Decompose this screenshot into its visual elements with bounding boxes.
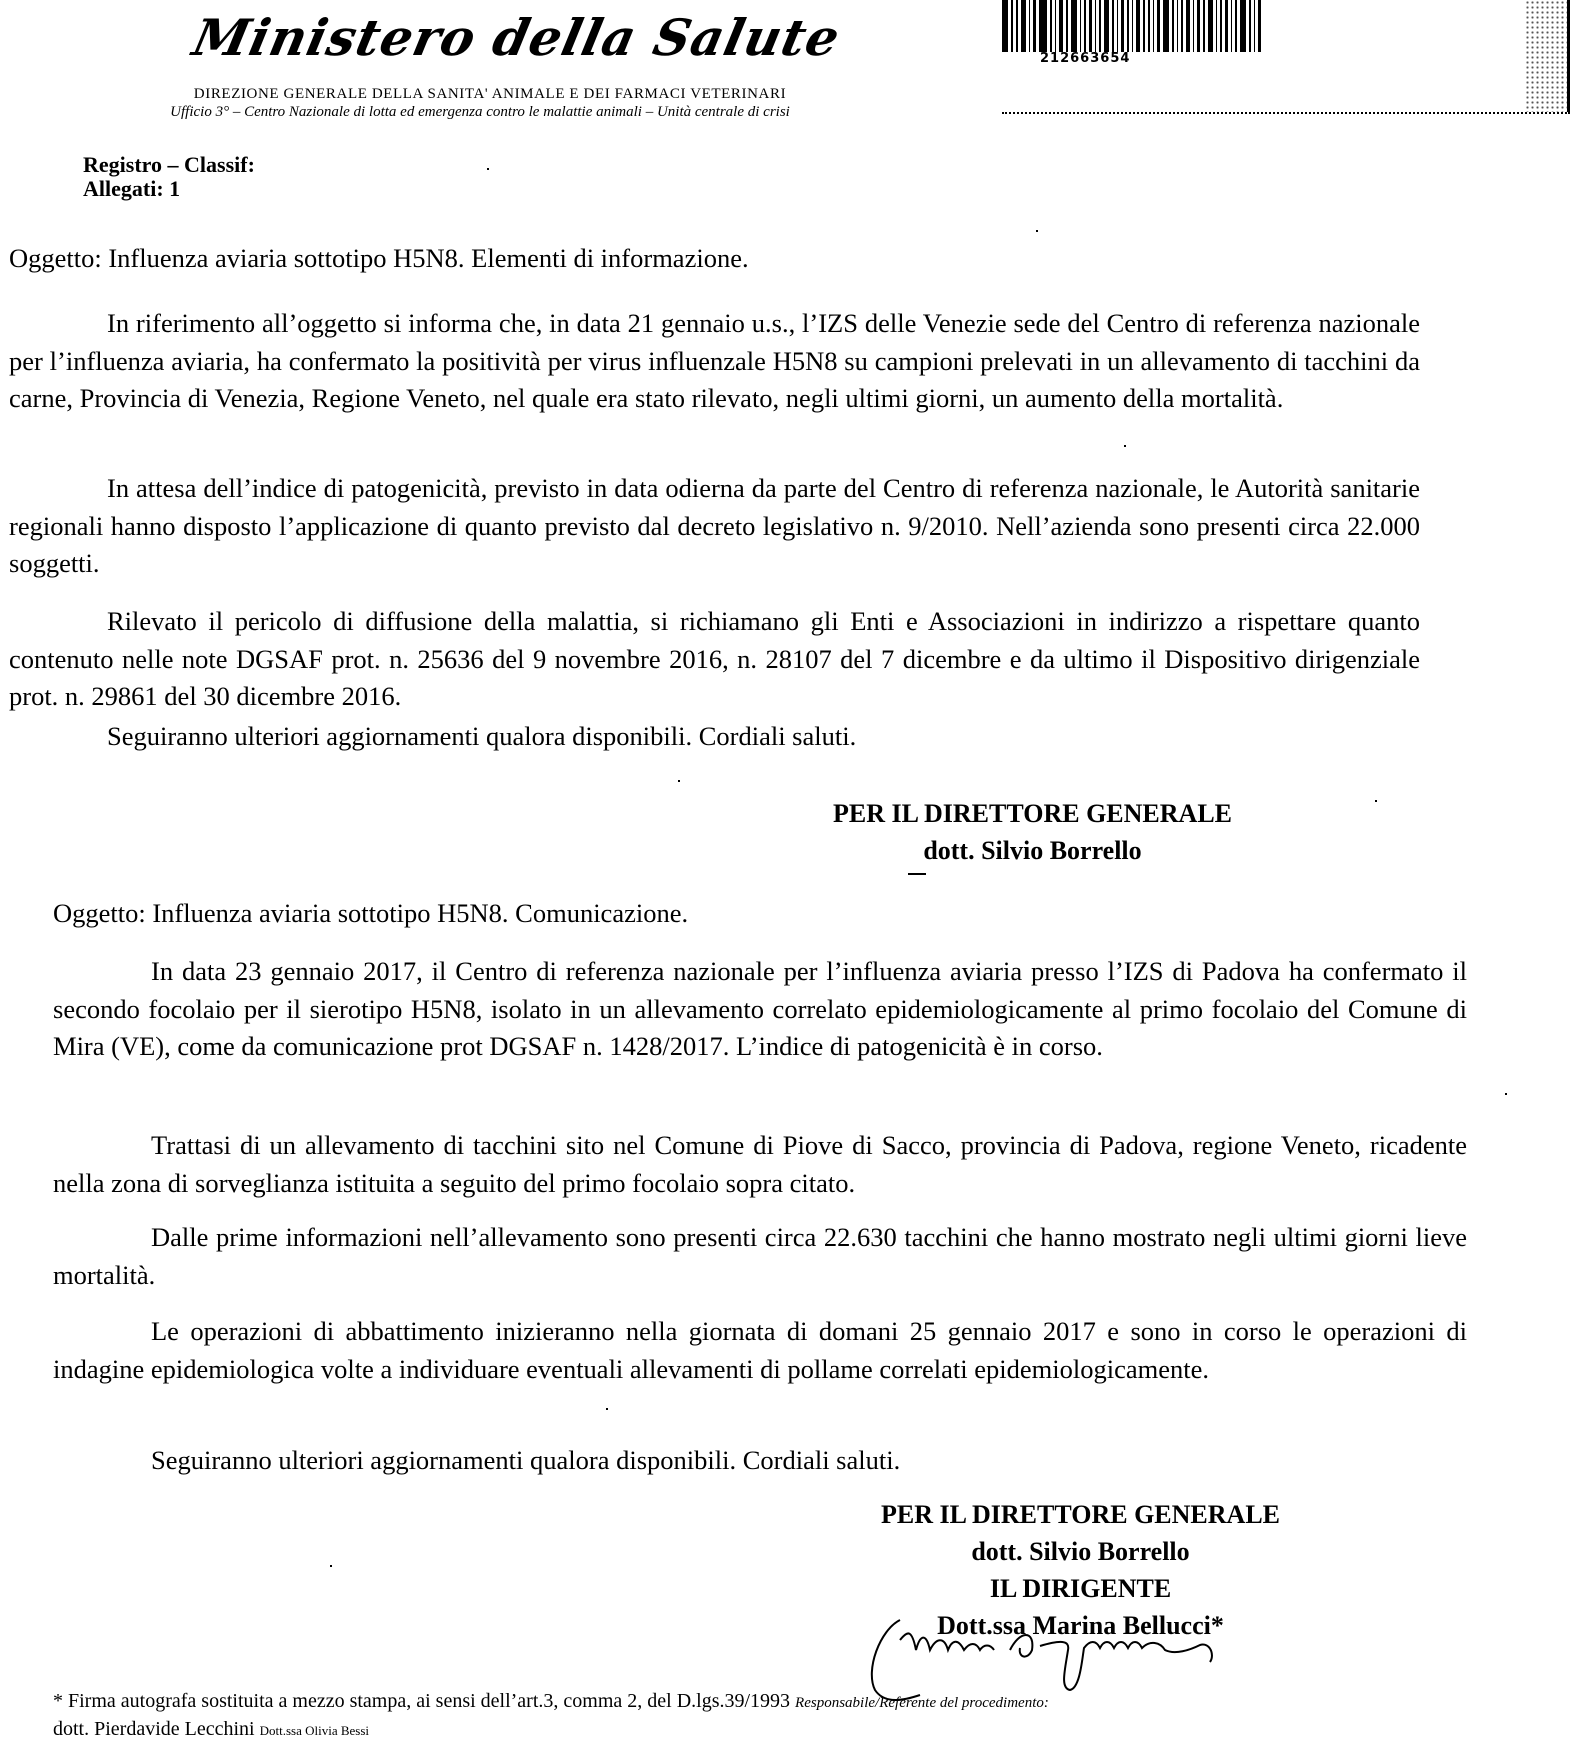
scan-speck	[330, 1565, 332, 1567]
letter1-paragraph-1	[9, 305, 1420, 418]
ministry-logo: Ministero della Salute	[187, 8, 846, 67]
letter1-signature-block	[760, 795, 1305, 869]
letter2-paragraph-3	[53, 1219, 1467, 1294]
contact-small: Dott.ssa Olivia Bessi	[259, 1723, 370, 1738]
footnote-text: * Firma autografa sostituita a mezzo stampa, ai sensi dell’art.3, comma 2, del D.lgs.39/1993	[53, 1690, 791, 1712]
letter2-paragraph-1	[53, 953, 1467, 1066]
signature-signer: Dott.ssa Marina Bellucci*	[937, 1611, 1224, 1640]
protocol-stamp-border	[1002, 110, 1570, 114]
scan-speck	[487, 168, 489, 170]
signature-title: PER IL DIRETTORE GENERALE	[832, 799, 1232, 828]
letter2-paragraph-4	[53, 1313, 1467, 1388]
barcode-icon	[1002, 0, 1462, 52]
paragraph-text: Seguiranno ulteriori aggiornamenti qualora disponibili. Cordiali saluti.	[107, 721, 857, 751]
protocol-stamp-seal	[1525, 0, 1570, 112]
directorate-heading: DIREZIONE GENERALE DELLA SANITA' ANIMALE E DEI FARMACI VETERINARI	[193, 86, 787, 102]
signature-name: dott. Silvio Borrello	[971, 1537, 1190, 1566]
scan-speck	[1375, 800, 1377, 802]
responsible-name: dott. Pierdavide Lecchini	[53, 1718, 255, 1740]
paragraph-text: In attesa dell’indice di patogenicità, previsto in data odierna da parte del Centro di referenza nazionale, le Autorità sanitarie regionali hanno disposto l’applicazione di quanto previsto dal decreto legislativo n. 9/2010. Nell’azienda sono presenti circa 22.000 soggetti.	[9, 473, 1420, 579]
scan-mark	[908, 873, 926, 875]
footnote	[53, 1690, 1049, 1713]
scan-speck	[1505, 1093, 1507, 1095]
signature-title: PER IL DIRETTORE GENERALE	[880, 1500, 1280, 1529]
registro-label: Registro – Classif:	[83, 152, 255, 177]
letter2-paragraph-2	[53, 1127, 1467, 1202]
signature-name: dott. Silvio Borrello	[923, 836, 1142, 865]
scan-speck	[1036, 230, 1038, 232]
paragraph-text: Dalle prime informazioni nell’allevamento sono presenti circa 22.630 tacchini che hanno mostrato negli ultimi giorni lieve mortalità.	[53, 1222, 1467, 1290]
letter1-paragraph-3	[9, 603, 1420, 716]
paragraph-text: Seguiranno ulteriori aggiornamenti qualora disponibili. Cordiali saluti.	[151, 1445, 901, 1475]
office-subheading: Ufficio 3° – Centro Nazionale di lotta ed emergenza contro le malattie animali – Unità centrale di crisi	[170, 104, 790, 120]
responsible-label: Responsabile/Referente del procedimento:	[795, 1695, 1049, 1711]
letter2-subject: Oggetto: Influenza aviaria sottotipo H5N8. Comunicazione.	[53, 898, 689, 928]
scan-speck	[1124, 445, 1126, 447]
signature-role: IL DIRIGENTE	[989, 1574, 1172, 1603]
scan-speck	[678, 780, 680, 782]
barcode-number: 212663654	[1040, 51, 1131, 66]
scan-speck	[606, 1408, 608, 1410]
paragraph-text: In riferimento all’oggetto si informa che, in data 21 gennaio u.s., l’IZS delle Venezie sede del Centro di referenza nazionale per l’influenza aviaria, ha confermato la positività per virus influenzale H5N8 su campioni prelevati in un allevamento di tacchini da carne, Provincia di Venezia, Regione Veneto, nel quale era stato rilevato, negli ultimi giorni, un aumento della mortalità.	[9, 308, 1420, 414]
paragraph-text: Trattasi di un allevamento di tacchini sito nel Comune di Piove di Sacco, provincia di Padova, regione Veneto, ricadente nella zona di sorveglianza istituita a seguito del primo focolaio sopra citato.	[53, 1130, 1467, 1198]
letter2-closing	[53, 1442, 1467, 1480]
letter1-subject: Oggetto: Influenza aviaria sottotipo H5N8. Elementi di informazione.	[9, 243, 749, 273]
paragraph-text: Le operazioni di abbattimento inizieranno nella giornata di domani 25 gennaio 2017 e sono in corso le operazioni di indagine epidemiologica volte a individuare eventuali allevamenti di pollame correlati epidemiologicamente.	[53, 1316, 1467, 1384]
allegati-label: Allegati: 1	[83, 176, 181, 201]
letter1-paragraph-2	[9, 470, 1420, 583]
paragraph-text: In data 23 gennaio 2017, il Centro di referenza nazionale per l’influenza aviaria presso l’IZS di Padova ha confermato il secondo focolaio per il sierotipo H5N8, isolato in un allevamento correlato epidemiologicamente al primo focolaio del Comune di Mira (VE), come da comunicazione prot DGSAF n. 1428/2017. L’indice di patogenicità è in corso.	[53, 956, 1467, 1062]
letter1-closing	[9, 718, 1420, 756]
paragraph-text: Rilevato il pericolo di diffusione della malattia, si richiamano gli Enti e Associazioni in indirizzo a rispettare quanto contenuto nelle note DGSAF prot. n. 25636 del 9 novembre 2016, n. 28107 del 7 dicembre e da ultimo il Dispositivo dirigenziale prot. n. 29861 del 30 dicembre 2016.	[9, 606, 1420, 712]
